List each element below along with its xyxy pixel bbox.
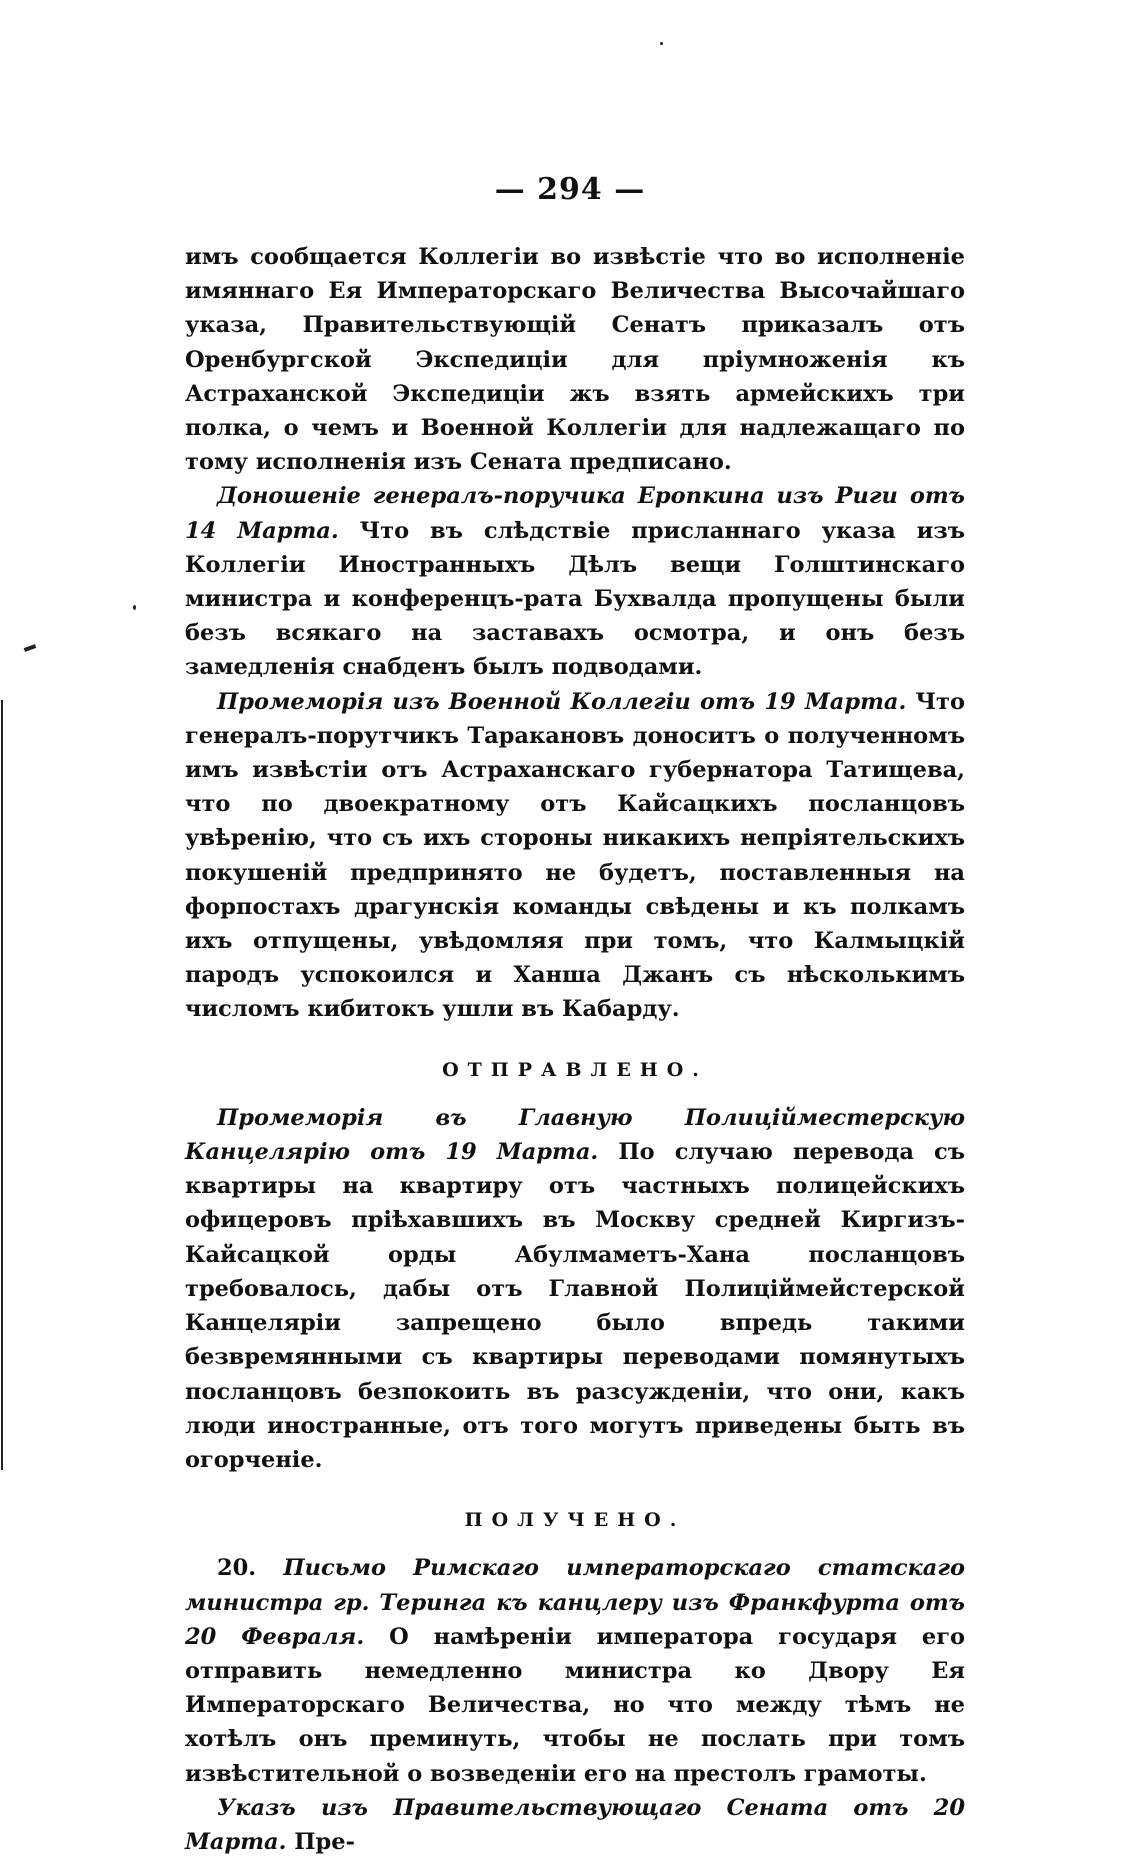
paragraph-1-body: имъ сообщается Коллегіи во извѣстіе что во исполненіе имяннаго Ея Императорскаго Величества Высочайшаго указа, Правительствующій Сенатъ приказалъ отъ Оренбургской Экспедиціи для пріумноженія къ Астраханской Экспедиціи жъ взять армейскихъ три полка, о чемъ и Военной Коллегіи для надлежащаго по тому исполненія изъ Сената предписано. bbox=[185, 244, 965, 476]
paragraph-2-body: Что въ слѣдствіе присланнаго указа изъ Коллегіи Иностранныхъ Дѣлъ вещи Голштинскаго министра и конференцъ-рата Бухвалда пропущены были безъ всякаго на заставахъ осмотра, и онъ безъ замедленія снабденъ былъ подводами. bbox=[185, 517, 965, 681]
paragraph-5-title: Письмо Римскаго императорскаго статскаго министра гр. Теринга къ канцлеру изъ Франкфурта отъ 20 Февраля. bbox=[185, 1555, 965, 1650]
scan-edge-mark bbox=[1, 700, 3, 1470]
section-heading-received: ПОЛУЧЕНО. bbox=[464, 1509, 686, 1532]
page-number: — 294 — bbox=[494, 172, 646, 207]
paragraph-2-title: Доношеніе генералъ-поручика Еропкина изъ Риги отъ 14 Марта. bbox=[185, 483, 965, 544]
paragraph-6-title: Указъ изъ Правительствующаго Сената отъ 20 Марта. bbox=[185, 1794, 965, 1855]
paragraph-6 bbox=[185, 1791, 965, 1859]
body-text bbox=[185, 240, 965, 1859]
paragraph-1 bbox=[185, 240, 965, 479]
paragraph-5-body: О намѣреніи императора государя его отправить немедленно министра ко Двору Ея Императорскаго Величества, но что между тѣмъ не хотѣлъ онъ преминуть, чтобы не послать при томъ извѣстительной о возведеніи его на престолъ грамоты. bbox=[185, 1623, 965, 1787]
paragraph-4 bbox=[185, 1101, 965, 1477]
scan-mark bbox=[24, 644, 37, 652]
paragraph-2 bbox=[185, 479, 965, 684]
paragraph-3-title: Промеморія изъ Военной Коллегіи отъ 19 Марта. bbox=[217, 688, 907, 715]
paragraph-3-body: Что генералъ-порутчикъ Таракановъ доноситъ о полученномъ имъ извѣстіи отъ Астраханскаго губернатора Татищева, что по двоекратному отъ Кайсацкихъ посланцовъ увѣренію, что съ ихъ стороны никакихъ непріятельскихъ покушеній предпринято не будетъ, поставленныя на форпостахъ драгунскія команды свѣдены и къ полкамъ ихъ отпущены, увѣдомляя при томъ, что Калмыцкій пародъ успокоился и Ханша Джанъ съ нѣсколькимъ числомъ кибитокъ ушли въ Кабарду. bbox=[185, 688, 965, 1023]
scan-speck bbox=[133, 605, 136, 610]
scan-speck bbox=[660, 42, 663, 45]
paragraph-5-number: 20. bbox=[217, 1555, 257, 1582]
paragraph-6-body: Пре- bbox=[286, 1828, 355, 1855]
paragraph-4-body: По случаю перевода съ квартиры на квартиру отъ частныхъ полицейскихъ офицеровъ пріѣхавшихъ въ Москву средней Киргизъ-Кайсацкой орды Абулмаметъ-Хана посланцовъ требовалось, дабы отъ Главной Полиціймейстерской Канцеляріи запрещено было впредь такими безвремянными съ квартиры переводами помянутыхъ посланцовъ безпокоить въ разсужденіи, что они, какъ люди иностранные, отъ того могутъ приведены быть въ огорченіе. bbox=[185, 1139, 965, 1473]
paragraph-3 bbox=[185, 685, 965, 1027]
paragraph-5 bbox=[185, 1551, 965, 1790]
paragraph-4-title: Промеморія въ Главную Полиційместерскую Канцелярію отъ 19 Марта. bbox=[185, 1104, 965, 1166]
section-heading-sent: ОТПРАВЛЕНО. bbox=[442, 1058, 708, 1081]
